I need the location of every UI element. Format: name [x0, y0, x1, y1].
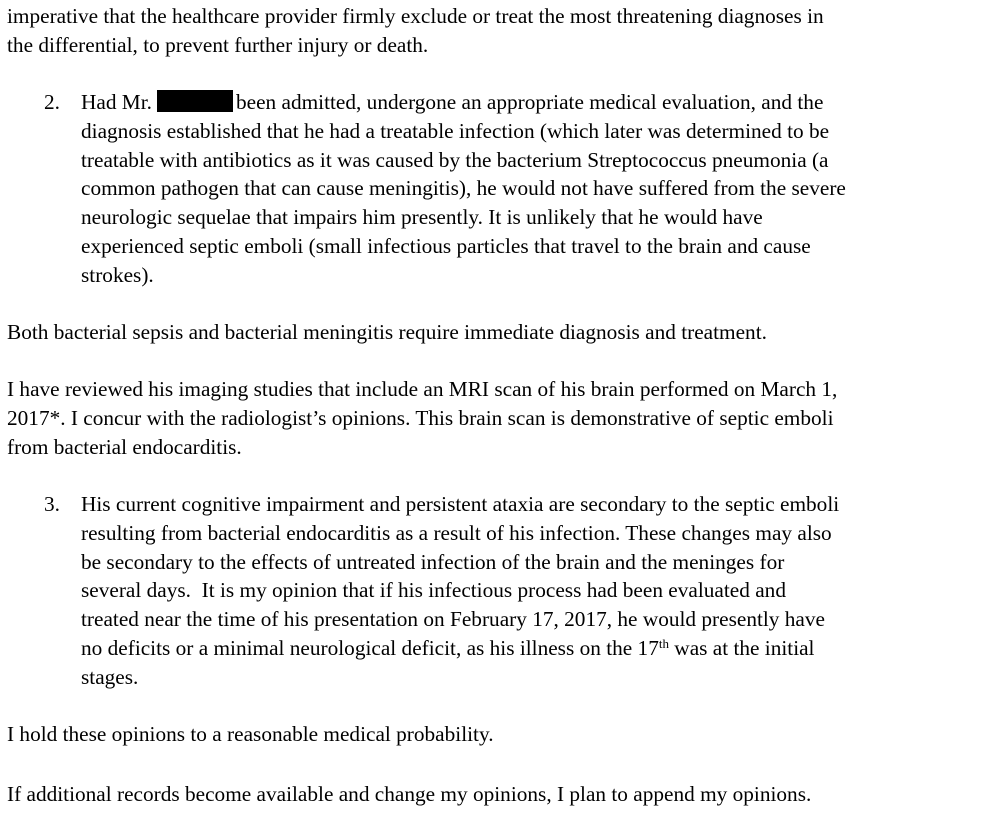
records-line: If additional records become available and change my opinions, I plan to append my opinions. [7, 782, 812, 806]
probability-paragraph [7, 720, 982, 749]
item-line: be secondary to the effects of untreated infection of the brain and the meninges for [81, 549, 785, 574]
imaging-line-3: from bacterial endocarditis. [7, 434, 242, 459]
item-line: stages. [81, 664, 139, 689]
sepsis-line: Both bacterial sepsis and bacterial meningitis require immediate diagnosis and treatment. [7, 320, 767, 344]
item-line: treated near the time of his presentation on February 17, 2017, he would presently have [81, 607, 825, 632]
item-text: been admitted, undergone an appropriate medical evaluation, and the [235, 90, 824, 114]
item-body [81, 490, 984, 692]
records-paragraph [7, 780, 982, 809]
item-line: diagnosis established that he had a treatable infection (which later was determined to be [81, 118, 830, 143]
item-number: 2. [44, 90, 60, 114]
item-line: His current cognitive impairment and persistent ataxia are secondary to the septic emboli [81, 492, 840, 516]
item-line [81, 634, 984, 663]
ordinal-suffix: th [658, 635, 669, 651]
item-line: common pathogen that can cause meningitis), he would not have suffered from the severe [81, 176, 846, 201]
intro-paragraph [7, 2, 982, 60]
item-line: strokes). [81, 262, 154, 287]
item-line: experienced septic emboli (small infectious particles that travel to the brain and cause [81, 233, 811, 258]
sepsis-paragraph [7, 318, 982, 347]
intro-line-1: imperative that the healthcare provider firmly exclude or treat the most threatening diagnoses in [7, 4, 824, 28]
item-text: was at the initial [668, 635, 815, 660]
probability-line: I hold these opinions to a reasonable medical probability. [7, 722, 494, 746]
imaging-line-1: I have reviewed his imaging studies that include an MRI scan of his brain performed on March 1, [7, 377, 838, 401]
item-line: treatable with antibiotics as it was caused by the bacterium Streptococcus pneumonia (a [81, 147, 829, 172]
item-line: several days. It is my opinion that if his infectious process had been evaluated and [81, 578, 786, 603]
item-line [81, 88, 984, 117]
imaging-paragraph [7, 375, 982, 461]
item-number: 3. [44, 492, 60, 516]
item-line: neurologic sequelae that impairs him presently. It is unlikely that he would have [81, 205, 763, 230]
item-text: Had Mr. [81, 90, 152, 114]
item-line: resulting from bacterial endocarditis as a result of his infection. These changes may also [81, 520, 832, 545]
imaging-line-2: 2017*. I concur with the radiologist’s opinions. This brain scan is demonstrative of septic emboli [7, 405, 834, 430]
redaction-bar [157, 90, 233, 112]
intro-line-2: the differential, to prevent further injury or death. [7, 32, 429, 57]
item-body [81, 88, 984, 290]
item-text: no deficits or a minimal neurological deficit, as his illness on the 17 [81, 635, 659, 660]
